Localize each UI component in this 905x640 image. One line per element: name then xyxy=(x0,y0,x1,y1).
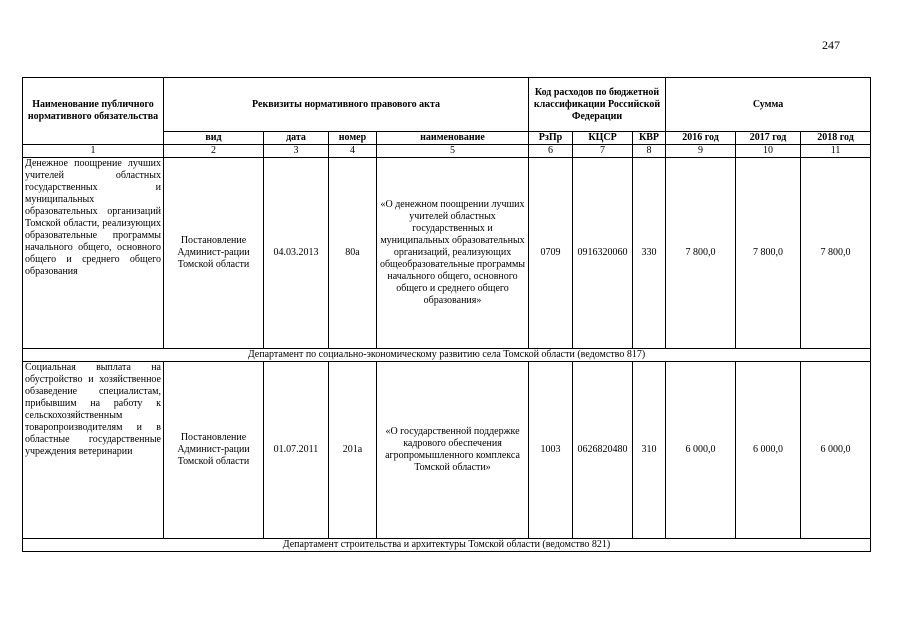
header-row xyxy=(23,78,871,132)
code-rzpr: 0709 xyxy=(529,158,573,349)
obligations-table xyxy=(22,77,871,552)
act-number: 201а xyxy=(329,362,377,539)
page-number: 247 xyxy=(822,38,840,52)
code-kvr: 310 xyxy=(633,362,666,539)
sum-2016: 7 800,0 xyxy=(666,158,736,349)
subheader-rzpr: РзПр xyxy=(529,132,573,145)
subheader-kcsr: КЦСР xyxy=(573,132,633,145)
department-title: Департамент по социально-экономическому развитию села Томской области (ведомство 817) xyxy=(23,349,871,362)
column-number-row xyxy=(23,145,871,158)
act-type: Постановление Админист-рации Томской области xyxy=(164,158,264,349)
column-number: 3 xyxy=(264,145,329,158)
subheader-2016: 2016 год xyxy=(666,132,736,145)
department-row xyxy=(23,349,871,362)
department-title: Департамент строительства и архитектуры Томской области (ведомство 821) xyxy=(23,539,871,552)
subheader-kvr: КВР xyxy=(633,132,666,145)
code-kcsr: 0626820480 xyxy=(573,362,633,539)
sum-2017: 6 000,0 xyxy=(736,362,801,539)
column-number: 11 xyxy=(801,145,871,158)
column-number: 6 xyxy=(529,145,573,158)
header-budget-code: Код расходов по бюджетной классификации Российской Федерации xyxy=(529,78,666,132)
act-type: Постановление Админист-рации Томской области xyxy=(164,362,264,539)
column-number: 1 xyxy=(23,145,164,158)
code-kvr: 330 xyxy=(633,158,666,349)
column-number: 2 xyxy=(164,145,264,158)
code-rzpr: 1003 xyxy=(529,362,573,539)
obligation-name: Денежное поощрение лучших учителей областных государственных и муниципальных образовательных организаций Томской области, реализующих образовательные программы начального общего, основного общего и среднего общего образования xyxy=(23,158,164,349)
sum-2017: 7 800,0 xyxy=(736,158,801,349)
sum-2016: 6 000,0 xyxy=(666,362,736,539)
table-row xyxy=(23,158,871,349)
act-number: 80а xyxy=(329,158,377,349)
act-title: «О государственной поддержке кадрового обеспечения агропромышленного комплекса Томской области» xyxy=(377,362,529,539)
column-number: 8 xyxy=(633,145,666,158)
subheader-number: номер xyxy=(329,132,377,145)
sum-2018: 6 000,0 xyxy=(801,362,871,539)
column-number: 5 xyxy=(377,145,529,158)
subheader-date: дата xyxy=(264,132,329,145)
sum-2018: 7 800,0 xyxy=(801,158,871,349)
table-row xyxy=(23,362,871,539)
header-name: Наименование публичного нормативного обязательства xyxy=(23,78,164,145)
subheader-title: наименование xyxy=(377,132,529,145)
act-date: 04.03.2013 xyxy=(264,158,329,349)
column-number: 10 xyxy=(736,145,801,158)
department-row xyxy=(23,539,871,552)
column-number: 7 xyxy=(573,145,633,158)
column-number: 4 xyxy=(329,145,377,158)
obligation-name: Социальная выплата на обустройство и хозяйственное обзаведение специалистам, прибывшим на работу к сельскохозяйственным товаропроизводителям и в областные государственные учреждения ветеринарии xyxy=(23,362,164,539)
column-number: 9 xyxy=(666,145,736,158)
act-date: 01.07.2011 xyxy=(264,362,329,539)
code-kcsr: 0916320060 xyxy=(573,158,633,349)
act-title: «О денежном поощрении лучших учителей областных государственных и муниципальных образовательных организаций, реализующих общеобразовательные программы начального общего, основного общего и среднего общего образования» xyxy=(377,158,529,349)
subheader-2018: 2018 год xyxy=(801,132,871,145)
subheader-vid: вид xyxy=(164,132,264,145)
subheader-2017: 2017 год xyxy=(736,132,801,145)
header-requisites: Реквизиты нормативного правового акта xyxy=(164,78,529,132)
header-sum: Сумма xyxy=(666,78,871,132)
